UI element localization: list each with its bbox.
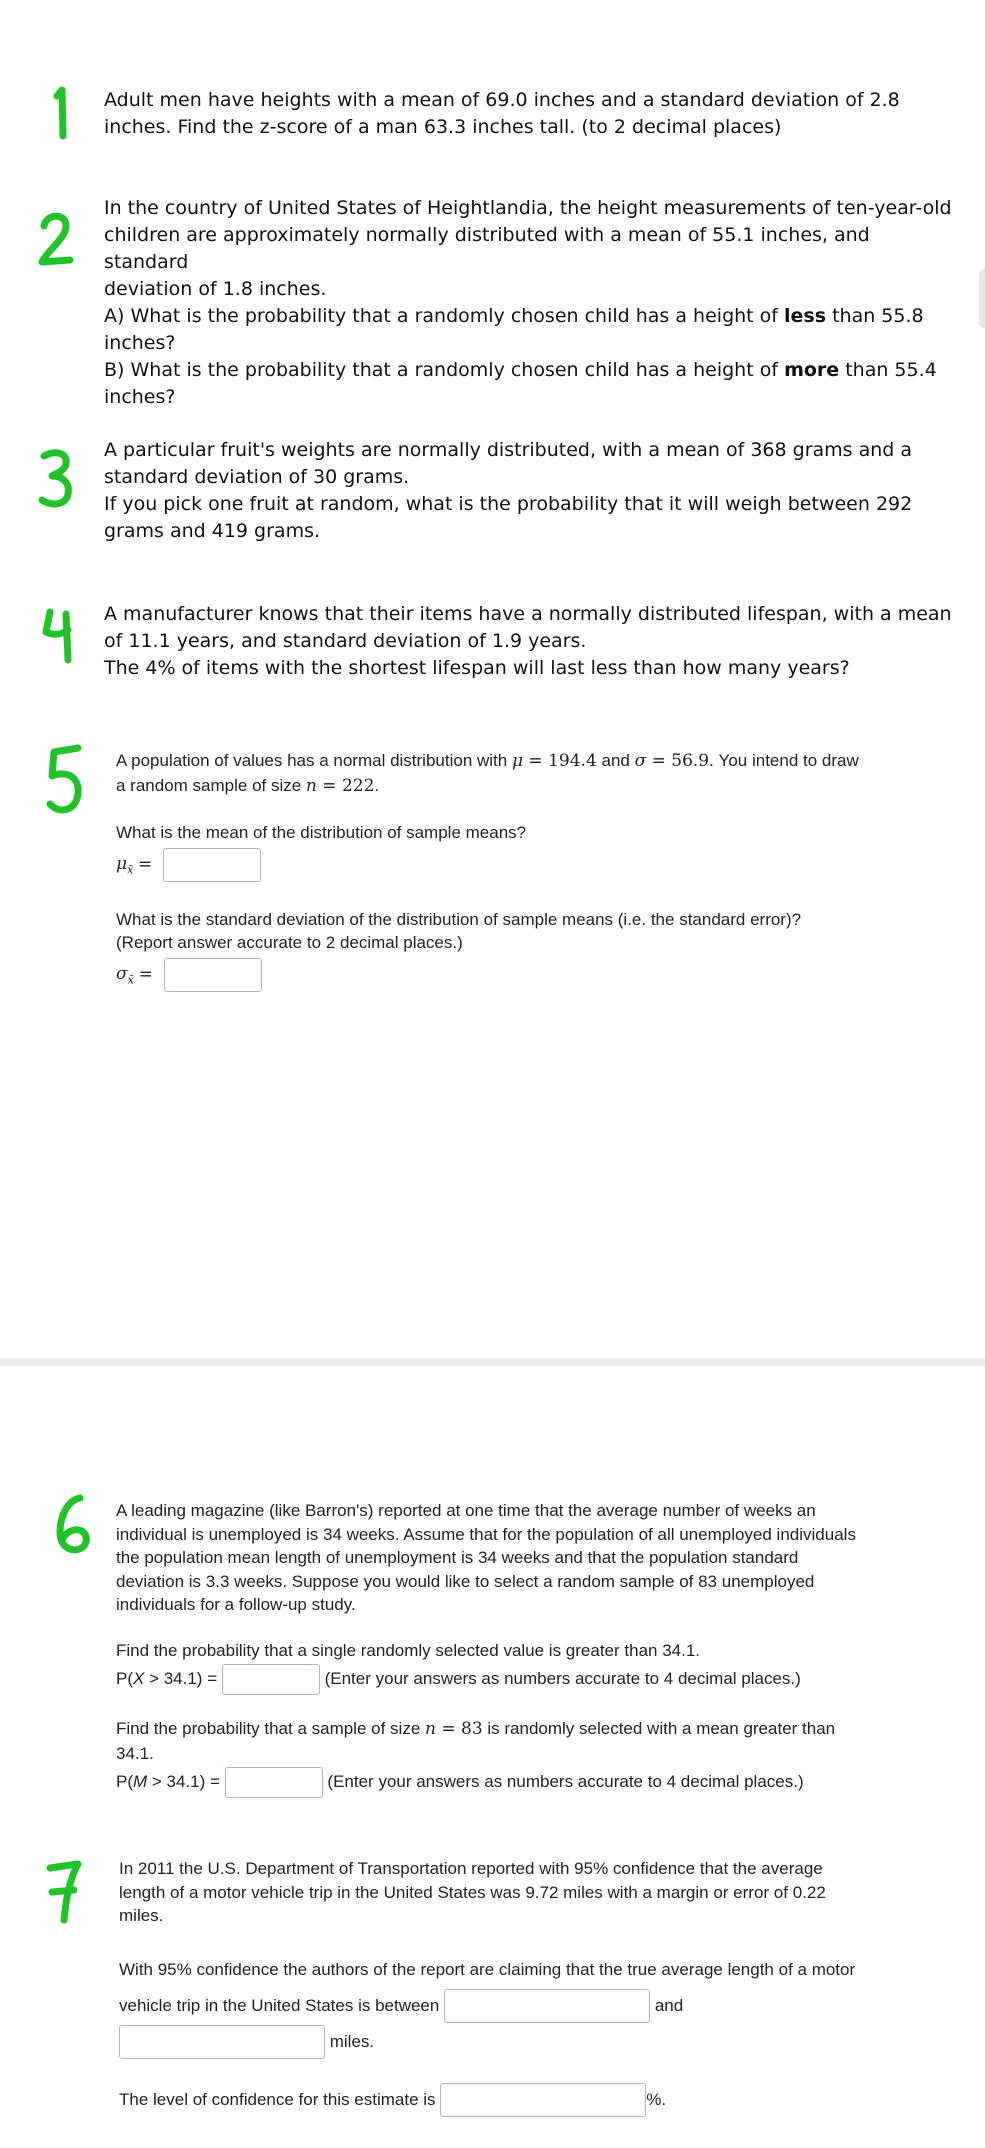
q6-px-row: P(X > 34.1) = (Enter your answers as numbers accurate to 4 decimal places.): [116, 1664, 946, 1695]
q7-upper-row: miles.: [119, 2024, 949, 2060]
q5-sd-note: (Report answer accurate to 2 decimal places.): [116, 933, 463, 953]
q3-line: A particular fruit's weights are normally distributed, with a mean of 368 grams and a: [104, 439, 913, 461]
q6-line: A leading magazine (like Barron's) reported at one time that the average number of weeks an: [116, 1501, 816, 1520]
marker-3-icon: [36, 448, 76, 510]
q1-line: Adult men have heights with a mean of 69.0 inches and a standard deviation of 2.8: [104, 89, 900, 111]
q5-mean-answer-row: $\mu_{x̄}$ =: [116, 848, 936, 882]
marker-1-icon: [48, 86, 78, 142]
q5-line-1: A population of values has a normal distribution with μ = 194.4 and σ = 56.9. You intend to draw: [116, 751, 859, 771]
sigma-xbar-label: $\sigma_{x̄}$: [116, 964, 134, 987]
q6-line: individuals for a follow-up study.: [116, 1595, 356, 1614]
q7-line: length of a motor vehicle trip in the United States was 9.72 miles with a margin or error of 0.22: [119, 1882, 826, 1902]
q4-line: A manufacturer knows that their items have a normally distributed lifespan, with a mean: [104, 603, 952, 625]
edge-shadow: [979, 268, 985, 328]
q6-sample-question-line2: 34.1.: [116, 1743, 154, 1763]
q5-sd-answer-row: $\sigma_{x̄}$ =: [116, 958, 936, 992]
marker-6-icon: [50, 1492, 96, 1560]
q2-line: inches?: [104, 332, 176, 354]
q6-sample-question: Find the probability that a sample of size n = 83 is randomly selected with a mean greater than: [116, 1719, 836, 1739]
q3-line: grams and 419 grams.: [104, 520, 321, 542]
px-answer-input[interactable]: [222, 1664, 320, 1695]
q6-line: deviation is 3.3 weeks. Suppose you would like to select a random sample of 83 unemployed: [116, 1571, 815, 1591]
q6-single-question: Find the probability that a single randomly selected value is greater than 34.1.: [116, 1640, 701, 1660]
question-1: [104, 87, 944, 141]
marker-5-icon: [44, 742, 84, 822]
mu-xbar-label: $\mu_{x̄}$: [116, 853, 134, 877]
q4-line: The 4% of items with the shortest lifespan will last less than how many years?: [104, 657, 850, 679]
q3-line: If you pick one fruit at random, what is the probability that it will weigh between 292: [104, 493, 913, 515]
upper-bound-input[interactable]: [119, 2025, 325, 2059]
q7-claim-line-1: With 95% confidence the authors of the report are claiming that the true average length of a motor: [119, 1959, 856, 1979]
q7-line: miles.: [119, 1906, 164, 1925]
question-6: [116, 1499, 946, 1798]
q2-line: In the country of United States of Heightlandia, the height measurements of ten-year-old: [104, 197, 952, 219]
q6-pm-row: P(M > 34.1) = (Enter your answers as numbers accurate to 4 decimal places.): [116, 1767, 946, 1798]
q2-line: children are approximately normally distributed with a mean of 55.1 inches, and standard: [104, 224, 870, 273]
q3-line: standard deviation of 30 grams.: [104, 466, 410, 488]
q5-mean-question: What is the mean of the distribution of sample means?: [116, 823, 527, 842]
q2-part-b: B) What is the probability that a randomly chosen child has a height of more than 55.4: [104, 359, 937, 381]
q6-line: the population mean length of unemployment is 34 weeks and that the population standard: [116, 1548, 799, 1567]
q5-sd-question: What is the standard deviation of the distribution of sample means (i.e. the standard error)?: [116, 909, 802, 929]
q1-line: inches. Find the z-score of a man 63.3 inches tall. (to 2 decimal places): [104, 116, 782, 138]
q5-line-2: a random sample of size n = 222.: [116, 775, 380, 796]
confidence-level-input[interactable]: [440, 2083, 646, 2117]
mean-answer-input[interactable]: [163, 848, 261, 882]
q4-line: of 11.1 years, and standard deviation of 1.9 years.: [104, 630, 587, 652]
q7-claim-line-2: vehicle trip in the United States is between and: [119, 1988, 949, 2024]
q2-line: deviation of 1.8 inches.: [104, 278, 327, 300]
marker-4-icon: [40, 606, 76, 664]
q6-line: individual is unemployed is 34 weeks. Assume that for the population of all unemployed individuals: [116, 1524, 856, 1544]
q7-level-row: The level of confidence for this estimate is %.: [119, 2082, 949, 2118]
lower-bound-input[interactable]: [444, 1989, 650, 2023]
marker-2-icon: [36, 210, 76, 270]
marker-7-icon: [44, 1858, 86, 1926]
q7-line: In 2011 the U.S. Department of Transportation reported with 95% confidence that the average: [119, 1859, 823, 1878]
question-4: [104, 601, 954, 682]
question-2: [104, 195, 954, 411]
q2-part-a: A) What is the probability that a randomly chosen child has a height of less than 55.8: [104, 305, 924, 327]
question-7: [119, 1857, 949, 2118]
pm-answer-input[interactable]: [225, 1767, 323, 1798]
question-3: [104, 437, 954, 545]
section-divider: [0, 1358, 985, 1366]
standard-error-input[interactable]: [164, 958, 262, 992]
q2-line: inches?: [104, 386, 176, 408]
question-5: [116, 749, 936, 992]
